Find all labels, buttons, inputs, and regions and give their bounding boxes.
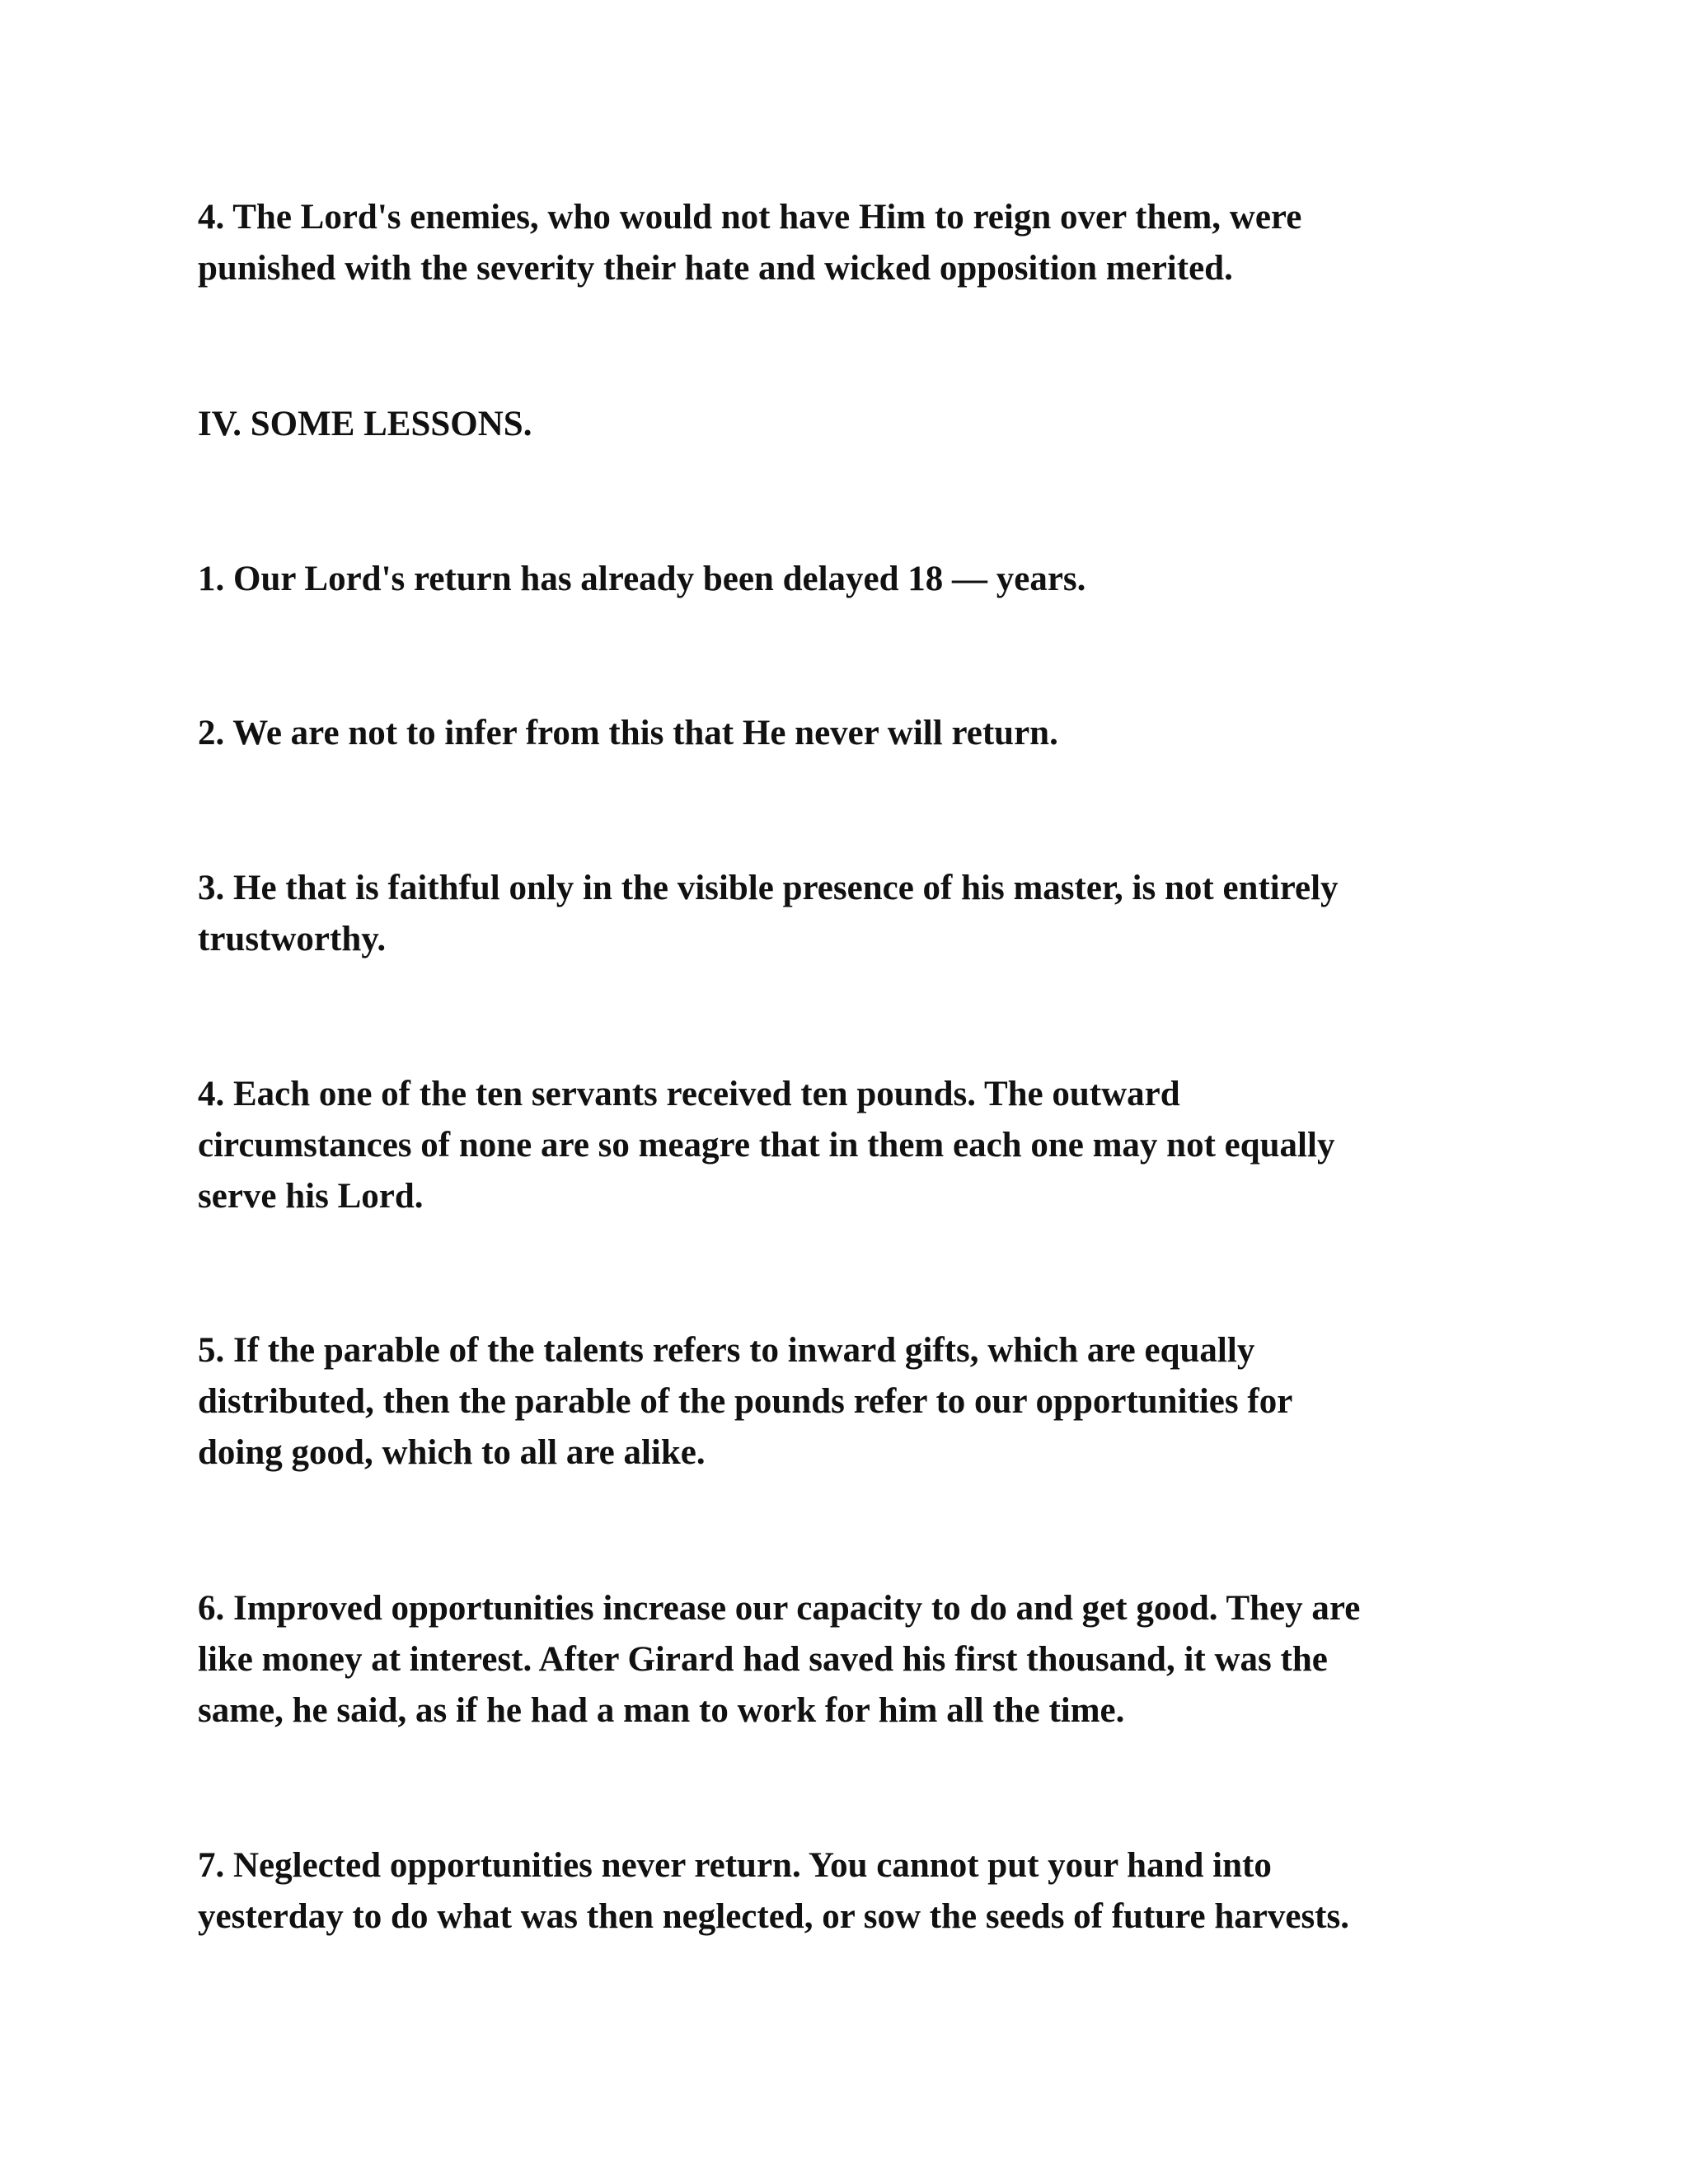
- text-line: distributed, then the parable of the pounds refer to our opportunities for: [198, 1382, 1293, 1421]
- text-line: 7. Neglected opportunities never return. You cannot put your hand into: [198, 1846, 1272, 1885]
- lesson-1: [198, 554, 1484, 605]
- text-line: doing good, which to all are alike.: [198, 1433, 706, 1472]
- text-line: same, he said, as if he had a man to work for him all the time.: [198, 1691, 1125, 1730]
- text-line: 6. Improved opportunities increase our capacity to do and get good. They are: [198, 1589, 1361, 1628]
- lesson-4: [198, 1069, 1484, 1222]
- text-line: 2. We are not to infer from this that He never will return.: [198, 714, 1058, 752]
- text-line: 4. Each one of the ten servants received ten pounds. The outward: [198, 1075, 1180, 1113]
- text-line: circumstances of none are so meagre that in them each one may not equally: [198, 1126, 1335, 1165]
- text-line: serve his Lord.: [198, 1177, 424, 1216]
- text-line: 4. The Lord's enemies, who would not have Him to reign over them, were: [198, 198, 1302, 237]
- text-line: trustworthy.: [198, 920, 387, 958]
- text-line: yesterday to do what was then neglected, or sow the seeds of future harvests.: [198, 1897, 1349, 1936]
- lesson-5: [198, 1325, 1484, 1479]
- text-line: like money at interest. After Girard had saved his first thousand, it was the: [198, 1640, 1328, 1679]
- lesson-7: [198, 1840, 1484, 1943]
- text-line: IV. SOME LESSONS.: [198, 405, 532, 443]
- text-line: 3. He that is faithful only in the visible presence of his master, is not entirely: [198, 869, 1339, 907]
- paragraph-enemies-punished: [198, 192, 1484, 294]
- lesson-6: [198, 1583, 1484, 1736]
- lesson-3: [198, 863, 1484, 965]
- text-line: punished with the severity their hate and wicked opposition merited.: [198, 249, 1233, 288]
- section-heading: [198, 399, 1484, 450]
- lesson-2: [198, 708, 1484, 759]
- text-line: 1. Our Lord's return has already been delayed 18 — years.: [198, 560, 1086, 598]
- text-line: 5. If the parable of the talents refers to inward gifts, which are equally: [198, 1331, 1255, 1370]
